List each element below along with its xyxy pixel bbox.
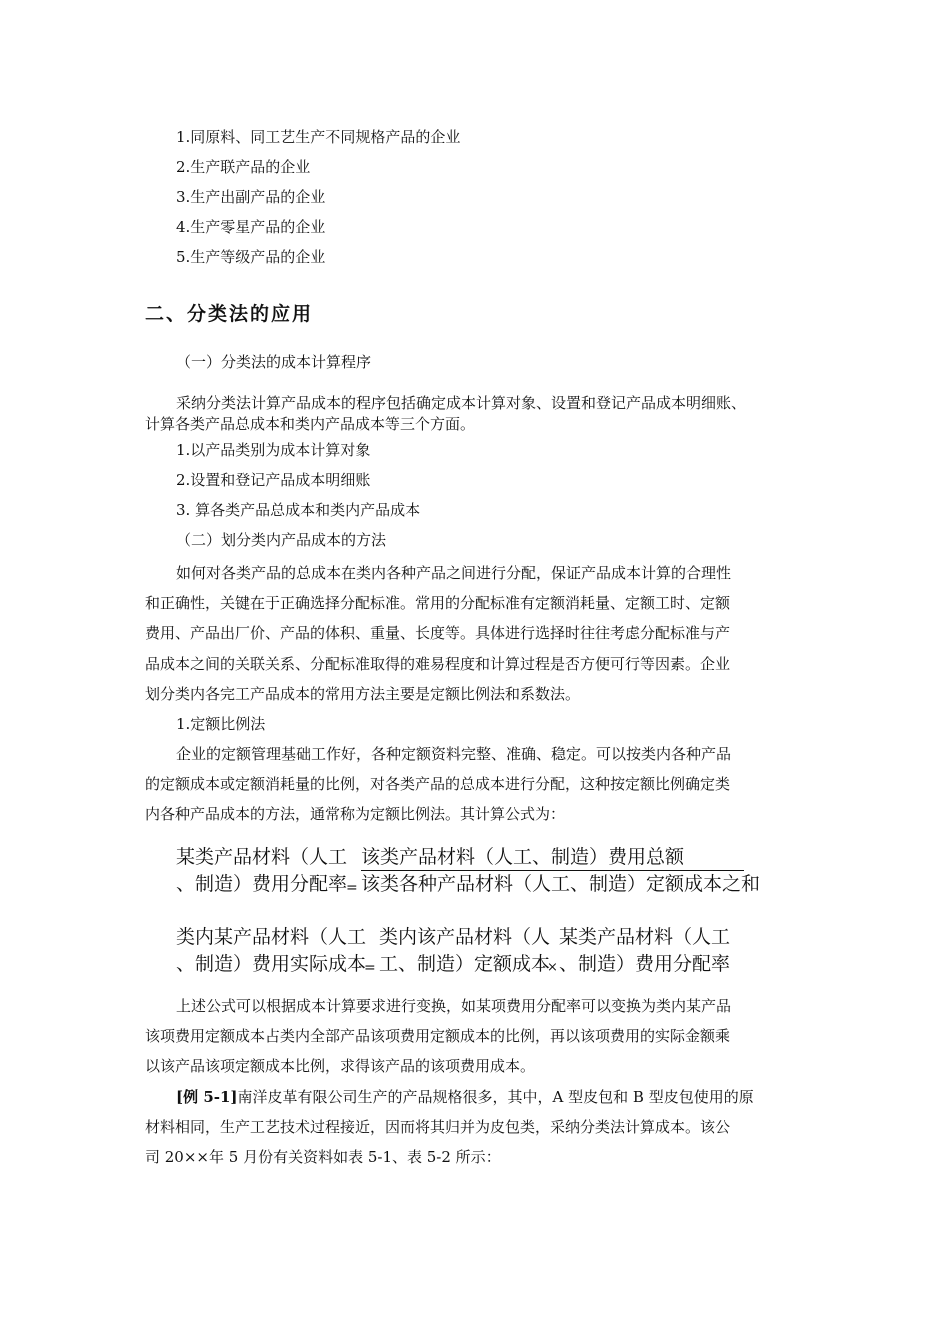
list1-item-4: 4.生产零星产品的企业 (176, 218, 326, 236)
para3-line-1: 企业的定额管理基础工作好，各种定额资料完整、准确、稳定。可以按类内各种产品 (176, 745, 732, 763)
example-line-2: 材料相同，生产工艺技术过程接近，因而将其归并为皮包类，采纳分类法计算成本。该公 (145, 1118, 731, 1136)
formula1-numerator: 该类产品材料（人工、制造）费用总额 (361, 846, 685, 868)
formula2-times: × (547, 960, 558, 975)
list2-item-1: 1.以产品类别为成本计算对象 (176, 441, 371, 459)
para4-line-2: 该项费用定额成本占类内全部产品该项费用定额成本的比例，再以该项费用的实际金额乘 (145, 1027, 731, 1045)
para2-line-1: 如何对各类产品的总成本在类内各种产品之间进行分配，保证产品成本计算的合理性 (176, 564, 732, 582)
example-label: [例 5-1] (176, 1088, 238, 1106)
formula2-a-line-2: 、制造）费用实际成本 (176, 953, 367, 975)
formula1-lhs-line-1: 某类产品材料（人工 (176, 846, 348, 868)
formula2-c-line-1: 某类产品材料（人工 (559, 926, 731, 948)
method-1-title: 1.定额比例法 (176, 715, 266, 733)
para2-line-5: 划分类内各完工产品成本的常用方法主要是定额比例法和系数法。 (145, 685, 581, 703)
list2-item-3: 3. 算各类产品总成本和类内产品成本 (176, 501, 421, 519)
formula2-a-line-1: 类内某产品材料（人工 (176, 926, 367, 948)
para4-line-3: 以该产品该项定额成本比例，求得该产品的该项费用成本。 (145, 1057, 536, 1075)
formula2-equals: = (364, 960, 376, 976)
formula1-lhs-line-2: 、制造）费用分配率 (176, 873, 348, 895)
para1-line-1: 采纳分类法计算产品成本的程序包括确定成本计算对象、设置和登记产品成本明细账、 (176, 394, 747, 412)
para2-line-4: 品成本之间的关联关系、分配标准取得的难易程度和计算过程是否方便可行等因素。企业 (145, 655, 731, 673)
formula2-b-line-2: 工、制造）定额成本 (379, 953, 551, 975)
section-heading: 二、分类法的应用 (145, 303, 314, 325)
example-line-1 (176, 1087, 754, 1107)
subheading-2: （二）划分类内产品成本的方法 (176, 531, 387, 549)
list2-item-2: 2.设置和登记产品成本明细账 (176, 471, 371, 489)
fraction-bar (361, 870, 744, 871)
formula1-denominator: 该类各种产品材料（人工、制造）定额成本之和 (361, 873, 761, 895)
para2-line-3: 费用、产品出厂价、产品的体积、重量、长度等。具体进行选择时往往考虑分配标准与产 (145, 624, 731, 642)
formula1-equals: = (346, 880, 358, 896)
formula2-c-line-2: 、制造）费用分配率 (559, 953, 731, 975)
para3-line-3: 内各种产品成本的方法，通常称为定额比例法。其计算公式为： (145, 805, 566, 823)
example-line-3: 司 20××年 5 月份有关资料如表 5-1、表 5-2 所示： (145, 1148, 501, 1166)
para2-line-2: 和正确性，关键在于正确选择分配标准。常用的分配标准有定额消耗量、定额工时、定额 (145, 594, 731, 612)
subheading-1: （一）分类法的成本计算程序 (176, 353, 372, 371)
list1-item-5: 5.生产等级产品的企业 (176, 248, 326, 266)
list1-item-1: 1.同原料、同工艺生产不同规格产品的企业 (176, 128, 461, 146)
list1-item-3: 3.生产出副产品的企业 (176, 188, 326, 206)
para1-line-2: 计算各类产品总成本和类内产品成本等三个方面。 (145, 415, 476, 433)
example-text-1: 南洋皮革有限公司生产的产品规格很多，其中，A 型皮包和 B 型皮包使用的原 (237, 1088, 754, 1106)
list1-item-2: 2.生产联产品的企业 (176, 158, 311, 176)
para3-line-2: 的定额成本或定额消耗量的比例，对各类产品的总成本进行分配，这种按定额比例确定类 (145, 775, 731, 793)
para4-line-1: 上述公式可以根据成本计算要求进行变换，如某项费用分配率可以变换为类内某产品 (176, 997, 732, 1015)
formula2-b-line-1: 类内该产品材料（人 (379, 926, 551, 948)
